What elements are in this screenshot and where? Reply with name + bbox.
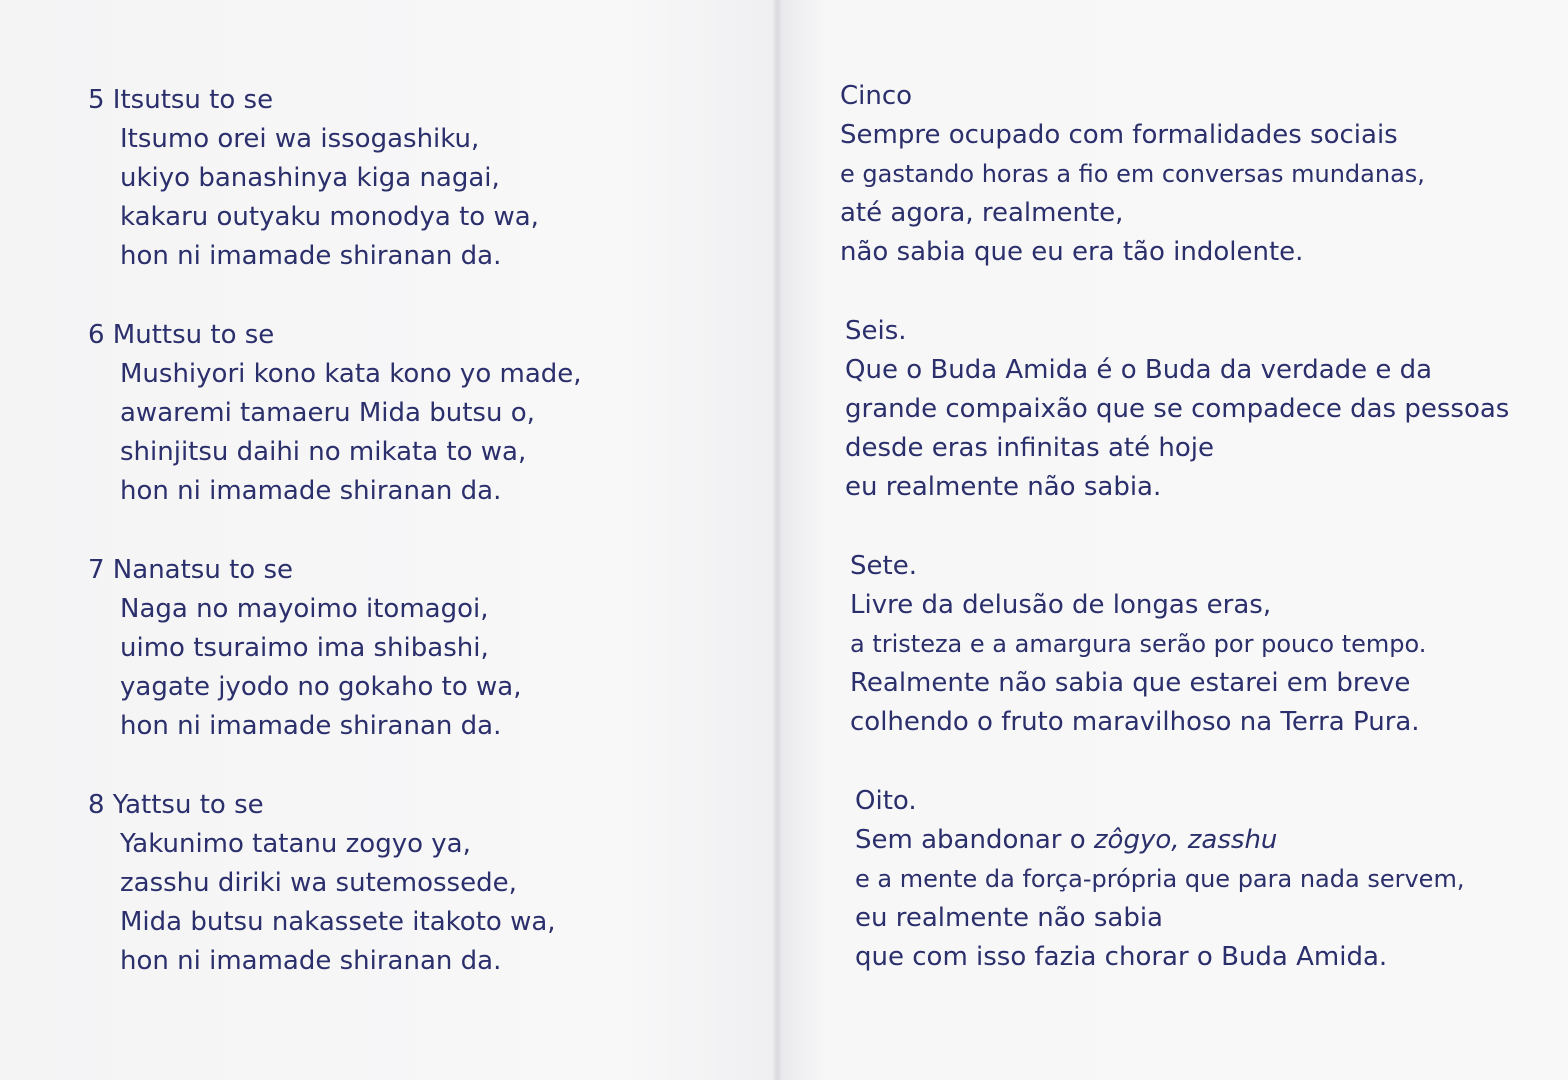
stanza-heading: 5 Itsutsu to se [88, 85, 274, 115]
verse-line: Que o Buda Amida é o Buda da verdade e da [845, 355, 1433, 385]
verse-line: Itsumo orei wa issogashiku, [120, 124, 480, 154]
stanza-heading: 8 Yattsu to se [88, 790, 264, 820]
stanza-heading: Sete. [850, 551, 917, 581]
verse-line: shinjitsu daihi no mikata to wa, [120, 437, 527, 467]
verse-line: uimo tsuraimo ima shibashi, [120, 633, 489, 663]
stanza-6-translation [845, 312, 1509, 507]
verse-line: yagate jyodo no gokaho to wa, [120, 672, 522, 702]
verse-line: Mida butsu nakassete itakoto wa, [120, 907, 556, 937]
verse-line: ukiyo banashinya kiga nagai, [120, 163, 500, 193]
stanza-heading: Seis. [845, 316, 907, 346]
stanza-5-romaji [88, 81, 539, 276]
verse-line: Naga no mayoimo itomagoi, [120, 594, 489, 624]
stanza-8-romaji [88, 786, 556, 981]
book-gutter [772, 0, 782, 1080]
stanza-heading: 7 Nanatsu to se [88, 555, 293, 585]
verse-line: desde eras infinitas até hoje [845, 433, 1214, 463]
verse-line: a tristeza e a amargura serão por pouco tempo. [850, 630, 1427, 658]
verse-line: hon ni imamade shiranan da. [120, 476, 502, 506]
verse-line: eu realmente não sabia [855, 903, 1163, 933]
verse-line: Mushiyori kono kata kono yo made, [120, 359, 582, 389]
verse-line: hon ni imamade shiranan da. [120, 946, 502, 976]
stanza-heading: Oito. [855, 786, 917, 816]
stanza-heading: Cinco [840, 81, 913, 111]
verse-line: que com isso fazia chorar o Buda Amida. [855, 942, 1388, 972]
verse-line: eu realmente não sabia. [845, 472, 1162, 502]
stanza-8-translation [855, 782, 1464, 977]
verse-line [855, 821, 1464, 860]
verse-line: Sempre ocupado com formalidades sociais [840, 120, 1398, 150]
verse-line: Yakunimo tatanu zogyo ya, [120, 829, 471, 859]
verse-line: não sabia que eu era tão indolente. [840, 237, 1304, 267]
stanza-7-romaji [88, 551, 521, 746]
verse-line: e a mente da força-própria que para nada servem, [855, 865, 1465, 893]
verse-line: Realmente não sabia que estarei em breve [850, 668, 1411, 698]
stanza-6-romaji [88, 316, 582, 511]
verse-line: grande compaixão que se compadece das pessoas [845, 394, 1510, 424]
italic-terms: zôgyo, zasshu [1093, 825, 1278, 855]
verse-line: zasshu diriki wa sutemossede, [120, 868, 517, 898]
verse-line: Livre da delusão de longas eras, [850, 590, 1272, 620]
verse-line: hon ni imamade shiranan da. [120, 711, 502, 741]
verse-line: até agora, realmente, [840, 198, 1124, 228]
verse-line: awaremi tamaeru Mida butsu o, [120, 398, 535, 428]
verse-line: e gastando horas a fio em conversas mundanas, [840, 160, 1425, 188]
verse-line: hon ni imamade shiranan da. [120, 241, 502, 271]
stanza-7-translation [850, 547, 1426, 742]
verse-line: kakaru outyaku monodya to wa, [120, 202, 539, 232]
stanza-heading: 6 Muttsu to se [88, 320, 275, 350]
verse-line: colhendo o fruto maravilhoso na Terra Pura. [850, 707, 1420, 737]
stanza-5-translation [840, 77, 1425, 272]
verse-line-prefix: Sem abandonar o [855, 825, 1094, 855]
